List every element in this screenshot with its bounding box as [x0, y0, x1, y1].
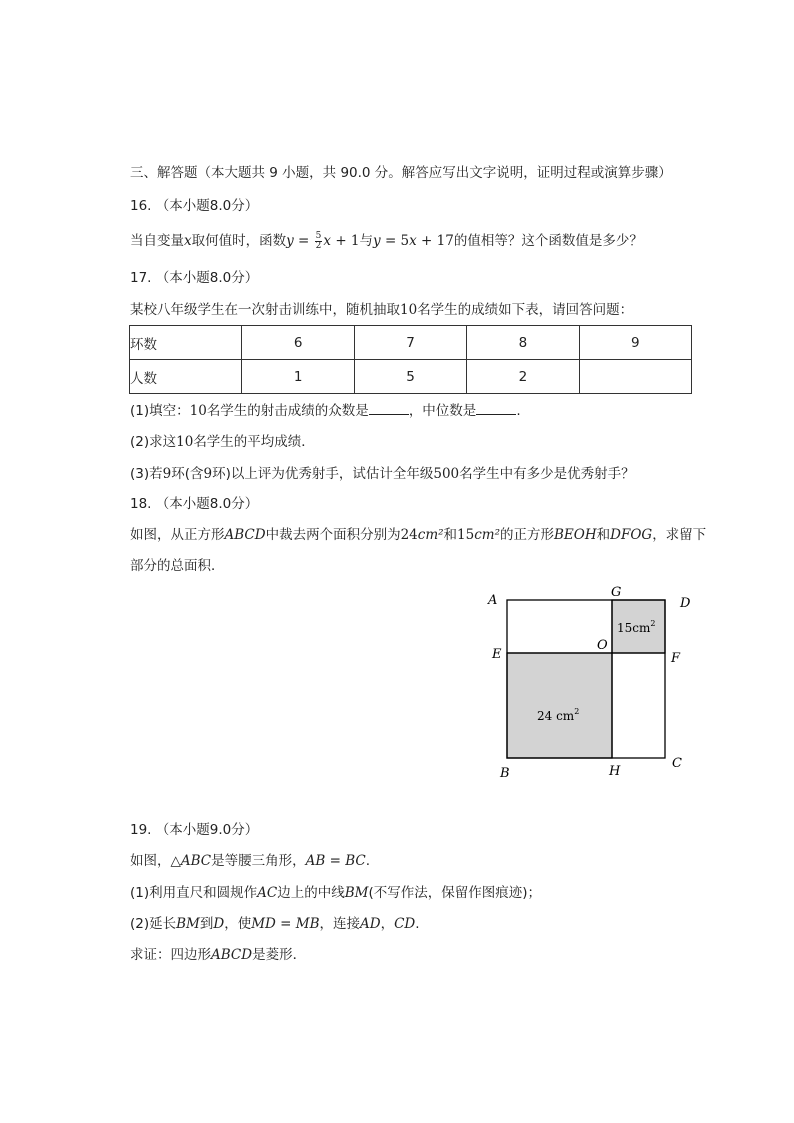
square-figure [480, 584, 700, 784]
q17-header [130, 268, 258, 288]
table-cell: 6 [242, 326, 354, 360]
table-row-label: 人数 [130, 360, 242, 394]
table-cell: 7 [354, 326, 466, 360]
q16-text: 当自变量x取何值时，函数y = $\frac{5}{2}$ x + 1与y = 5x + 17的值相等？这个函数值是多少？ [130, 230, 643, 251]
answer-blank[interactable] [476, 400, 516, 415]
table-row [130, 326, 692, 360]
question-points: （本小题9.0分） [155, 822, 259, 838]
q19-line1: 如图，△ABC是等腰三角形，AB = BC. [130, 853, 371, 869]
question-points: （本小题8.0分） [155, 198, 259, 214]
label-a: A [488, 593, 498, 608]
table-header-label: 环数 [130, 326, 242, 360]
label-b: B [500, 766, 510, 781]
table-row [130, 360, 692, 394]
fraction: $\frac{5}{2}$ [315, 230, 322, 251]
table-cell: 2 [467, 360, 579, 394]
label-d: D [680, 596, 691, 611]
question-points: （本小题8.0分） [155, 270, 259, 286]
q18-text-line2: 部分的总面积． [130, 558, 225, 574]
q17-part3: (3)若9环(含9环)以上评为优秀射手，试估计全年级500名学生中有多少是优秀射手？ [130, 466, 635, 482]
section-title: 三、解答题（本大题共 9 小题，共 90.0 分。解答应写出文字说明，证明过程或演算步骤） [130, 165, 672, 181]
table-cell: 8 [467, 326, 579, 360]
answer-blank[interactable] [369, 400, 409, 415]
q17-part2: (2)求这10名学生的平均成绩． [130, 434, 315, 450]
q18-text: 如图，从正方形ABCD中裁去两个面积分别为24cm²和15cm²的正方形BEOH和DFOG，求留下 [130, 527, 707, 543]
q18-header [130, 494, 258, 514]
q19-line2: (1)利用直尺和圆规作AC边上的中线BM(不写作法，保留作图痕迹)； [130, 885, 542, 901]
question-number: 18. [130, 496, 152, 512]
large-square-area: 24 $cm^2$ [537, 707, 580, 723]
q16-header [130, 196, 258, 216]
table-cell: 9 [579, 326, 691, 360]
small-square-area: $15cm^2$ [617, 619, 656, 635]
question-number: 16. [130, 198, 152, 214]
label-g: G [611, 585, 622, 600]
question-number: 17. [130, 270, 152, 286]
label-e: E [492, 647, 502, 662]
table-cell [579, 360, 691, 394]
label-c: C [672, 756, 682, 771]
q19-header [130, 820, 258, 840]
q19-line3: (2)延长BM到D，使MD = MB，连接AD，CD. [130, 916, 420, 932]
label-f: F [671, 651, 681, 666]
q17-intro: 某校八年级学生在一次射击训练中，随机抽取10名学生的成绩如下表，请回答问题： [130, 302, 634, 318]
question-points: （本小题8.0分） [155, 496, 259, 512]
large-square-shaded [507, 653, 612, 758]
table-cell: 1 [242, 360, 354, 394]
q19-line4: 求证：四边形ABCD是菱形． [130, 947, 307, 963]
table-cell: 5 [354, 360, 466, 394]
label-o: O [597, 638, 608, 653]
question-number: 19. [130, 822, 152, 838]
score-table [129, 325, 692, 394]
label-h: H [609, 764, 621, 779]
q17-part1: (1)填空：10名学生的射击成绩的众数是 ，中位数是 . [130, 400, 521, 421]
